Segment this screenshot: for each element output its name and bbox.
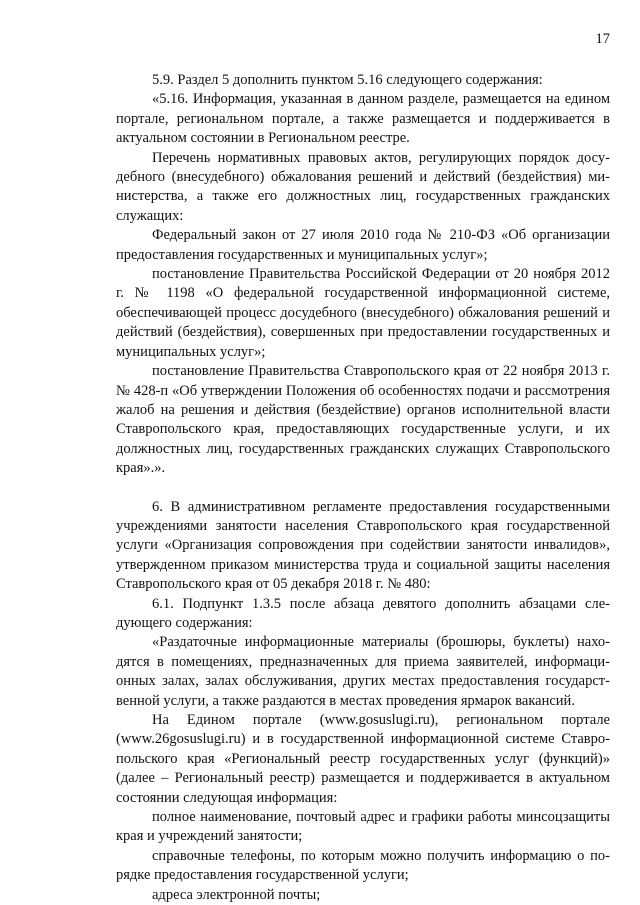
paragraph-full-name-address: полное наименование, почтовый адрес и графики работы минсоцзащиты края и учреждений занятости;	[116, 809, 610, 845]
paragraph-email: адреса электронной почты;	[152, 886, 321, 903]
paragraph-unified-portal: На Едином портале (www.gosuslugi.ru), региональном портале (www.26gosuslugi.ru) и в государственной информационной системе Ставропольского края «Региональный реестр государственных услуг (функций)» (далее – Региональный реестр) размещается и поддерживается в актуальном состоянии следующая информация:	[116, 712, 610, 806]
paragraph-5-16: «5.16. Информация, указанная в данном разделе, размещается на едином портале, региональном портале, а также размещается и поддерживается в актуальном состоянии в Региональном реестре.	[116, 91, 610, 147]
paragraph-stavropol-decree: постановление Правительства Ставропольского края от 22 ноября 2013 г. № 428-п «Об утверждении Положения об особенностях подачи и рассмотрения жалоб на решения и действия (бездействие) органов исполнительной власти Ставропольского края, предоставляющих государственные услуги, и их должностных лиц, государственных гражданских служащих Ставропольского края».».	[116, 363, 610, 477]
document-body	[116, 71, 610, 905]
paragraph-5-9: 5.9. Раздел 5 дополнить пунктом 5.16 следующего содержания:	[152, 72, 543, 88]
paragraph-gap	[116, 479, 610, 498]
paragraph-handout-materials: «Раздаточные информационные материалы (брошюры, буклеты) находятся в помещениях, предназначенных для приема заявителей, информационных залах, залах обслуживания, других местах предоставления государственной услуги, а также раздаются в местах проведения ярмарок вакансий.	[116, 634, 610, 709]
paragraph-rf-government-decree: постановление Правительства Российской Федерации от 20 ноября 2012 г. № 1198 «О федеральной государственной информационной системе, обеспечивающей процесс досудебного (внесудебного) обжалования решений и действий (бездействия), совершенных при предоставлении государственных и муниципальных услуг»;	[116, 266, 610, 360]
paragraph-6-1: 6.1. Подпункт 1.3.5 после абзаца девятого дополнить абзацами следующего содержания:	[116, 595, 610, 631]
paragraph-section-6: 6. В административном регламенте предоставления государственными учреждениями занятости населения Ставропольского края государственной услуги «Организация сопровождения при содействии занятости инвалидов», утвержденном приказом министерства труда и социальной защиты населения Ставропольского края от 05 декабря 2018 г. № 480:	[116, 498, 610, 593]
page-number: 17	[595, 31, 610, 47]
paragraph-federal-law: Федеральный закон от 27 июля 2010 года № 210-ФЗ «Об организации предоставления государственных и муниципальных услуг»;	[116, 227, 610, 263]
paragraph-legal-acts-list: Перечень нормативных правовых актов, регулирующих порядок досудебного (внесудебного) обжалования решений и действий (бездействия) министерства, а также его должностных лиц, государственных гражданских служащих:	[116, 149, 610, 224]
paragraph-phones: справочные телефоны, по которым можно получить информацию о порядке предоставления государственной услуги;	[116, 847, 610, 884]
